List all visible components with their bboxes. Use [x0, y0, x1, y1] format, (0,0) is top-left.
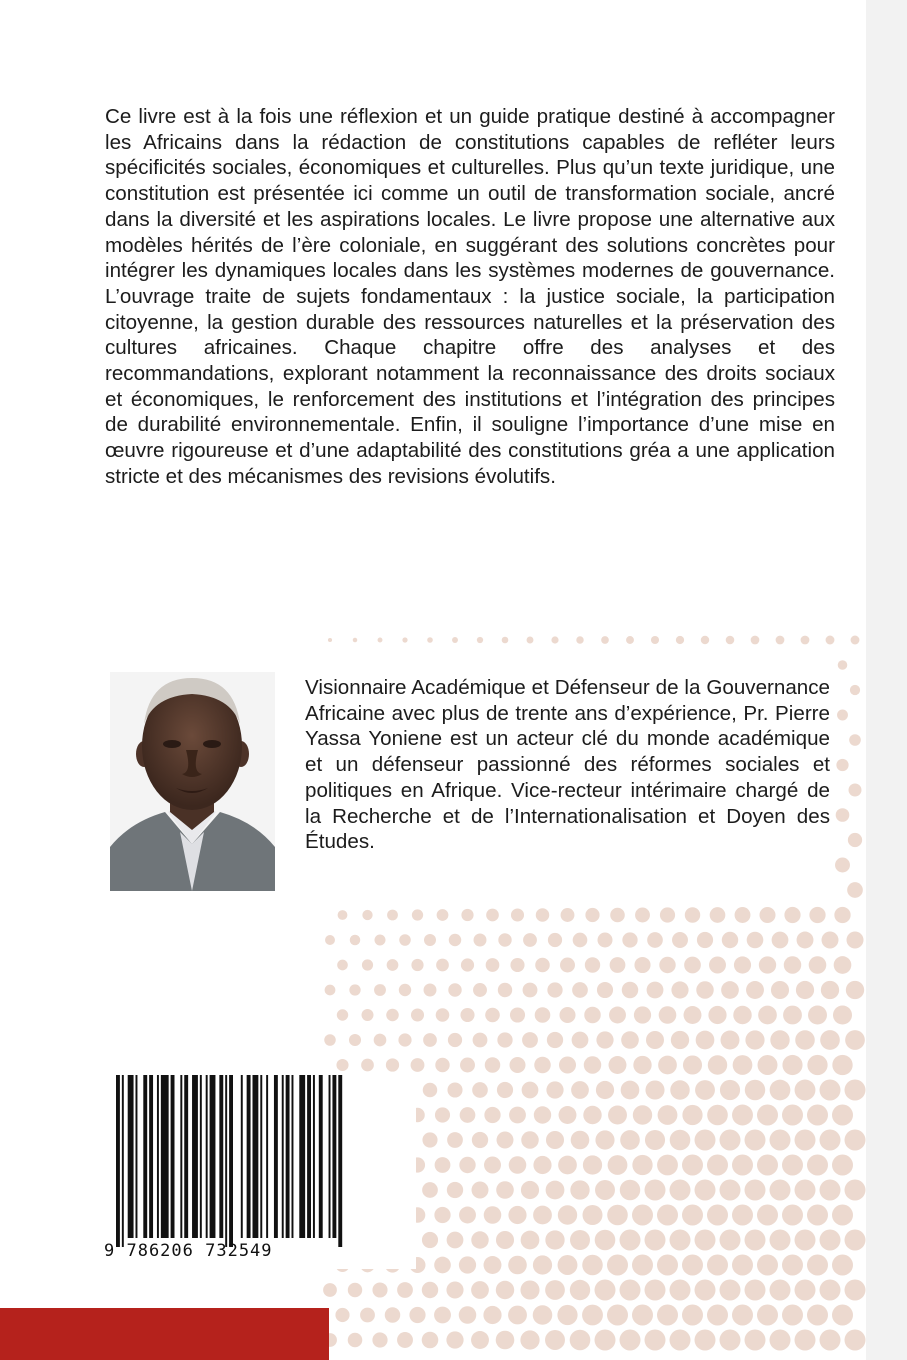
isbn-barcode [104, 1075, 416, 1269]
author-photo [110, 672, 275, 891]
author-bio: Visionnaire Académique et Défenseur de la Gouvernance Africaine avec plus de trente ans d’expérience, Pr. Pierre Yassa Yoniene est un acteur clé du monde académique et un défenseur passionné des réformes sociales et politiques en Afrique. Vice-recteur intérimaire chargé de la Recherche et de l’Internationalisation et Doyen des Études. [305, 676, 830, 854]
book-blurb: Ce livre est à la fois une réflexion et un guide pratique destiné à accompagner les Africains dans la rédaction de constitutions capables de refléter leurs spécificités sociales, économiques et culturelles. Plus qu’un texte juridique, une constitution est présentée ici comme un outil de transformation sociale, ancré dans la diversité et les aspirations locales. Le livre propose une alternative aux modèles hérités de l’ère coloniale, en suggérant des solutions concrètes pour intégrer les dynamiques locales dans les systèmes modernes de gouvernance. L’ouvrage traite de sujets fondamentaux : la justice sociale, la participation citoyenne, la gestion durable des ressources naturelles et la préservation des cultures africaines. Chaque chapitre offre des analyses et des recommandations, explorant notamment la reconnaissance des droits sociaux et économiques, le renforcement des institutions et l’intégration des principes de durabilité environnementale. Enfin, il souligne l’importance d’une mise en œuvre rigoureuse et d’une adaptabilité des constitutions gréa a une application stricte et des mécanismes des revisions évolutifs. [105, 105, 835, 488]
isbn-digits: 9 786206 732549 [104, 1241, 273, 1261]
accent-band [0, 1308, 329, 1360]
spine-edge-strip [866, 0, 907, 1360]
